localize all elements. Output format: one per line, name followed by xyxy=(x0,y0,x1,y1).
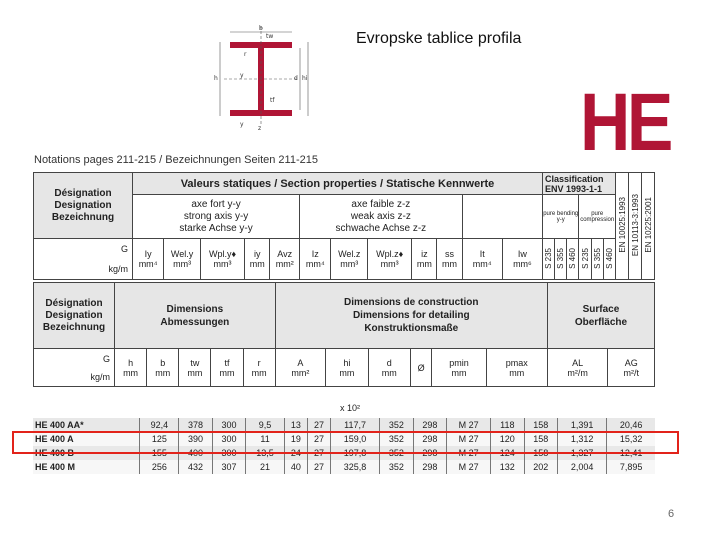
diagram-label: z xyxy=(258,125,262,132)
diagram-label: y xyxy=(240,72,244,79)
designation-de: Bezeichnung xyxy=(42,321,106,333)
weak-axis-fr: axe faible z-z xyxy=(351,198,411,210)
weak-axis-cell xyxy=(300,195,462,239)
construction-title xyxy=(275,283,547,349)
unit: mm⁴ xyxy=(138,259,158,269)
symbol: pmax xyxy=(505,357,528,368)
symbol: AG xyxy=(624,357,638,368)
symbol: pmin xyxy=(449,357,469,368)
al-cell xyxy=(547,349,608,387)
table-cell: 155 xyxy=(140,446,179,460)
symbol-g: G xyxy=(102,353,110,364)
unit: mm² xyxy=(291,367,310,378)
table-cell: 2,004 xyxy=(558,460,607,474)
table-cell: 13 xyxy=(284,418,307,432)
ss-cell xyxy=(437,239,462,280)
unit: m²/t xyxy=(623,367,639,378)
table-cell: 300 xyxy=(212,432,246,446)
grade: S 235 xyxy=(544,247,554,269)
symbol: Avz xyxy=(277,249,293,259)
symbol: Iw xyxy=(517,249,527,259)
he-logo: HE xyxy=(580,77,671,168)
profile-name: HE 400 B xyxy=(33,446,140,460)
table-cell: 352 xyxy=(380,446,414,460)
unit: mm xyxy=(123,367,139,378)
table-cell: 27 xyxy=(307,432,330,446)
unit: mm xyxy=(442,259,457,269)
standard-3-text: EN 10225:2001 xyxy=(643,197,653,253)
symbol: b xyxy=(160,357,166,368)
standard-3 xyxy=(642,173,655,280)
unit: mm³ xyxy=(213,259,232,269)
d-cell xyxy=(368,349,410,387)
table-cell: 118 xyxy=(491,418,525,432)
unit: mm xyxy=(155,367,171,378)
table-cell: M 27 xyxy=(447,446,491,460)
unit: mm xyxy=(339,367,355,378)
iz-radius-cell xyxy=(412,239,437,280)
symbol: h xyxy=(128,357,134,368)
wely-cell xyxy=(164,239,201,280)
table-cell: 378 xyxy=(179,418,213,432)
iy-radius-cell xyxy=(245,239,270,280)
table-cell: 307 xyxy=(212,460,246,474)
symbol: tw xyxy=(190,357,200,368)
designation-fr: Désignation xyxy=(54,187,112,199)
notation-text: Notations pages 211-215 / Bezeichnungen Seiten 211-215 xyxy=(34,154,318,166)
unit: mm xyxy=(509,367,525,378)
strong-axis-en: strong axis y-y xyxy=(183,210,249,222)
grade: S 460 xyxy=(568,247,578,269)
unit: mm xyxy=(249,259,265,269)
table-cell: 27 xyxy=(307,418,330,432)
wply-cell xyxy=(200,239,244,280)
diagram-label: tf xyxy=(270,97,275,104)
symbol: Wpl.z♦ xyxy=(376,249,404,259)
table-row xyxy=(33,460,655,474)
unit: m²/m xyxy=(567,367,588,378)
table-cell: 300 xyxy=(212,446,246,460)
unit-g-cell-2 xyxy=(34,349,115,387)
symbol: Iz xyxy=(311,249,319,259)
table-cell: 21 xyxy=(246,460,285,474)
construction-de: Konstruktionsmaße xyxy=(364,323,459,334)
diagram-label: d xyxy=(294,75,298,82)
symbol: tf xyxy=(224,357,230,368)
symbol: hi xyxy=(343,357,351,368)
construction-en: Dimensions for detailing xyxy=(352,310,470,321)
strong-axis-fr: axe fort y-y xyxy=(191,198,241,210)
construction-fr: Dimensions de construction xyxy=(344,297,479,308)
hi-cell xyxy=(326,349,368,387)
table-cell: 125 xyxy=(140,432,179,446)
unit: mm³ xyxy=(173,259,192,269)
table-cell: 352 xyxy=(380,432,414,446)
dimensions-header xyxy=(33,282,655,387)
symbol: ss xyxy=(445,249,454,259)
table-cell: 19 xyxy=(284,432,307,446)
table-cell: 352 xyxy=(380,460,414,474)
strong-axis-cell xyxy=(133,195,300,239)
wplz-cell xyxy=(368,239,412,280)
pmax-cell xyxy=(486,349,547,387)
symbol: Wpl.y♦ xyxy=(208,249,237,259)
unit: mm² xyxy=(275,259,294,269)
table-cell: 120 xyxy=(491,432,525,446)
dimensions-de: Abmessungen xyxy=(160,316,230,328)
grade: S 355 xyxy=(592,247,602,269)
grade-cell xyxy=(543,239,555,280)
dimensions-title xyxy=(115,283,276,349)
unit: mm³ xyxy=(380,259,399,269)
grade: S 460 xyxy=(604,247,614,269)
unit: mm xyxy=(251,367,267,378)
table-cell: 298 xyxy=(413,460,447,474)
tw-cell xyxy=(179,349,211,387)
unit-g: kg/m xyxy=(90,371,110,382)
designation-fr: Désignation xyxy=(45,297,103,309)
symbol: A xyxy=(297,357,304,368)
symbol: AL xyxy=(572,357,584,368)
unit: mm⁴ xyxy=(472,259,492,269)
b-cell xyxy=(147,349,179,387)
table-cell: 400 xyxy=(179,446,213,460)
table-cell: M 27 xyxy=(447,432,491,446)
standard-1 xyxy=(616,173,629,280)
unit: mm³ xyxy=(340,259,359,269)
table-cell: 1,391 xyxy=(558,418,607,432)
designation-en: Designation xyxy=(54,199,112,211)
section-properties-header xyxy=(33,172,655,280)
table-cell: 325,8 xyxy=(330,460,379,474)
table-cell: 298 xyxy=(413,432,447,446)
diagram-label: hi xyxy=(302,75,308,82)
unit-g: kg/m xyxy=(108,264,128,274)
table-cell: 117,7 xyxy=(330,418,379,432)
welz-cell xyxy=(331,239,368,280)
unit: mm⁴ xyxy=(305,259,325,269)
unit: mm xyxy=(451,367,467,378)
profile-name: HE 400 A xyxy=(33,432,140,446)
table-cell: 300 xyxy=(212,418,246,432)
designation-de: Bezeichnung xyxy=(51,211,115,223)
pure-compression-cell: pure compression xyxy=(579,195,616,239)
table-cell: 158 xyxy=(524,446,558,460)
unit-g-cell xyxy=(34,239,133,280)
diagram-label: tw xyxy=(266,33,274,40)
profile-name: HE 400 AA* xyxy=(33,418,140,432)
table-cell: 20,46 xyxy=(607,418,655,432)
page-number: 6 xyxy=(668,508,675,520)
it-cell xyxy=(462,239,502,280)
dimensions-fr: Dimensions xyxy=(166,303,224,315)
diameter-symbol: Ø xyxy=(417,362,425,373)
table-cell: 352 xyxy=(380,418,414,432)
table-cell: 11 xyxy=(246,432,285,446)
bolt-cell xyxy=(411,349,432,387)
symbol: Wel.y xyxy=(170,249,194,259)
classification-label: Classification xyxy=(545,173,604,184)
profile-name: HE 400 M xyxy=(33,460,140,474)
unit: mm xyxy=(219,367,235,378)
diagram-label: r xyxy=(244,51,247,58)
table-cell: 158 xyxy=(524,418,558,432)
pmin-cell xyxy=(432,349,486,387)
symbol: It xyxy=(479,249,485,259)
symbol: Wel.z xyxy=(338,249,361,259)
diagram-label: y xyxy=(240,121,244,128)
iy-cell xyxy=(133,239,164,280)
surface-de: Oberfläche xyxy=(574,316,628,328)
grade-cell xyxy=(579,239,591,280)
designation-cell-2 xyxy=(34,283,115,349)
table-cell: 13,5 xyxy=(246,446,285,460)
static-values-title: Valeurs statiques / Section properties / Statische Kennwerte xyxy=(133,173,543,195)
table-cell: 1,327 xyxy=(558,446,607,460)
table-cell: 432 xyxy=(179,460,213,474)
table-cell: M 27 xyxy=(447,460,491,474)
tf-cell xyxy=(211,349,243,387)
weak-axis-de: schwache Achse z-z xyxy=(335,222,427,234)
symbol: iz xyxy=(421,249,428,259)
table-cell: 159,0 xyxy=(330,432,379,446)
h-cell xyxy=(115,349,147,387)
standard-2-text: EN 10113-3:1993 xyxy=(630,193,640,257)
table-cell: 124 xyxy=(491,446,525,460)
highlight-box xyxy=(12,431,679,454)
table-cell: 9,5 xyxy=(246,418,285,432)
standard-2 xyxy=(629,173,642,280)
i-beam-diagram xyxy=(200,22,315,132)
grade: S 355 xyxy=(556,247,566,269)
iw-cell xyxy=(502,239,542,280)
table-cell: 298 xyxy=(413,418,447,432)
table-cell: 92,4 xyxy=(140,418,179,432)
table-cell: 7,895 xyxy=(607,460,655,474)
table-cell: 1,312 xyxy=(558,432,607,446)
grade-cell xyxy=(567,239,579,280)
table-cell: 24 xyxy=(284,446,307,460)
weak-axis-en: weak axis z-z xyxy=(350,210,411,222)
a-cell xyxy=(275,349,325,387)
table-cell: 197,8 xyxy=(330,446,379,460)
symbol: iy xyxy=(253,249,261,259)
classification-cell xyxy=(543,173,616,195)
table-cell: 132 xyxy=(491,460,525,474)
table-cell: 12,41 xyxy=(607,446,655,460)
table-row xyxy=(33,418,655,432)
grade: S 235 xyxy=(580,247,590,269)
iz-cell xyxy=(300,239,331,280)
table-cell: 27 xyxy=(307,446,330,460)
standard-1-text: EN 10025:1993 xyxy=(617,197,627,253)
table-cell: 40 xyxy=(284,460,307,474)
surface-fr: Surface xyxy=(582,303,620,315)
table-cell: 202 xyxy=(524,460,558,474)
grade-cell xyxy=(555,239,567,280)
slide-title: Evropske tablice profila xyxy=(356,30,522,47)
surface-title xyxy=(547,283,654,349)
ag-cell xyxy=(608,349,655,387)
table-cell: 27 xyxy=(307,460,330,474)
multiplier-label: x 10² xyxy=(340,403,361,413)
classification-std: ENV 1993-1-1 xyxy=(545,183,603,194)
table-cell: 15,32 xyxy=(607,432,655,446)
unit: mm⁶ xyxy=(513,259,532,269)
unit: mm xyxy=(187,367,203,378)
symbol: Iy xyxy=(144,249,152,259)
diagram-label: h xyxy=(214,75,218,82)
r-cell xyxy=(243,349,275,387)
avz-cell xyxy=(270,239,300,280)
table-cell: 256 xyxy=(140,460,179,474)
diagram-label: b xyxy=(259,25,263,32)
designation-cell xyxy=(34,173,133,239)
unit: mm xyxy=(416,259,432,269)
table-cell: 158 xyxy=(524,432,558,446)
table-cell: 390 xyxy=(179,432,213,446)
unit: mm xyxy=(381,367,397,378)
designation-en: Designation xyxy=(45,309,103,321)
symbol: r xyxy=(257,357,261,368)
table-cell: 298 xyxy=(413,446,447,460)
grade-cell xyxy=(591,239,603,280)
table-cell: M 27 xyxy=(447,418,491,432)
grade-cell xyxy=(603,239,615,280)
pure-bending-cell: pure bending y-y xyxy=(543,195,579,239)
strong-axis-de: starke Achse y-y xyxy=(179,222,253,234)
symbol-g: G xyxy=(120,244,128,254)
symbol: d xyxy=(386,357,392,368)
